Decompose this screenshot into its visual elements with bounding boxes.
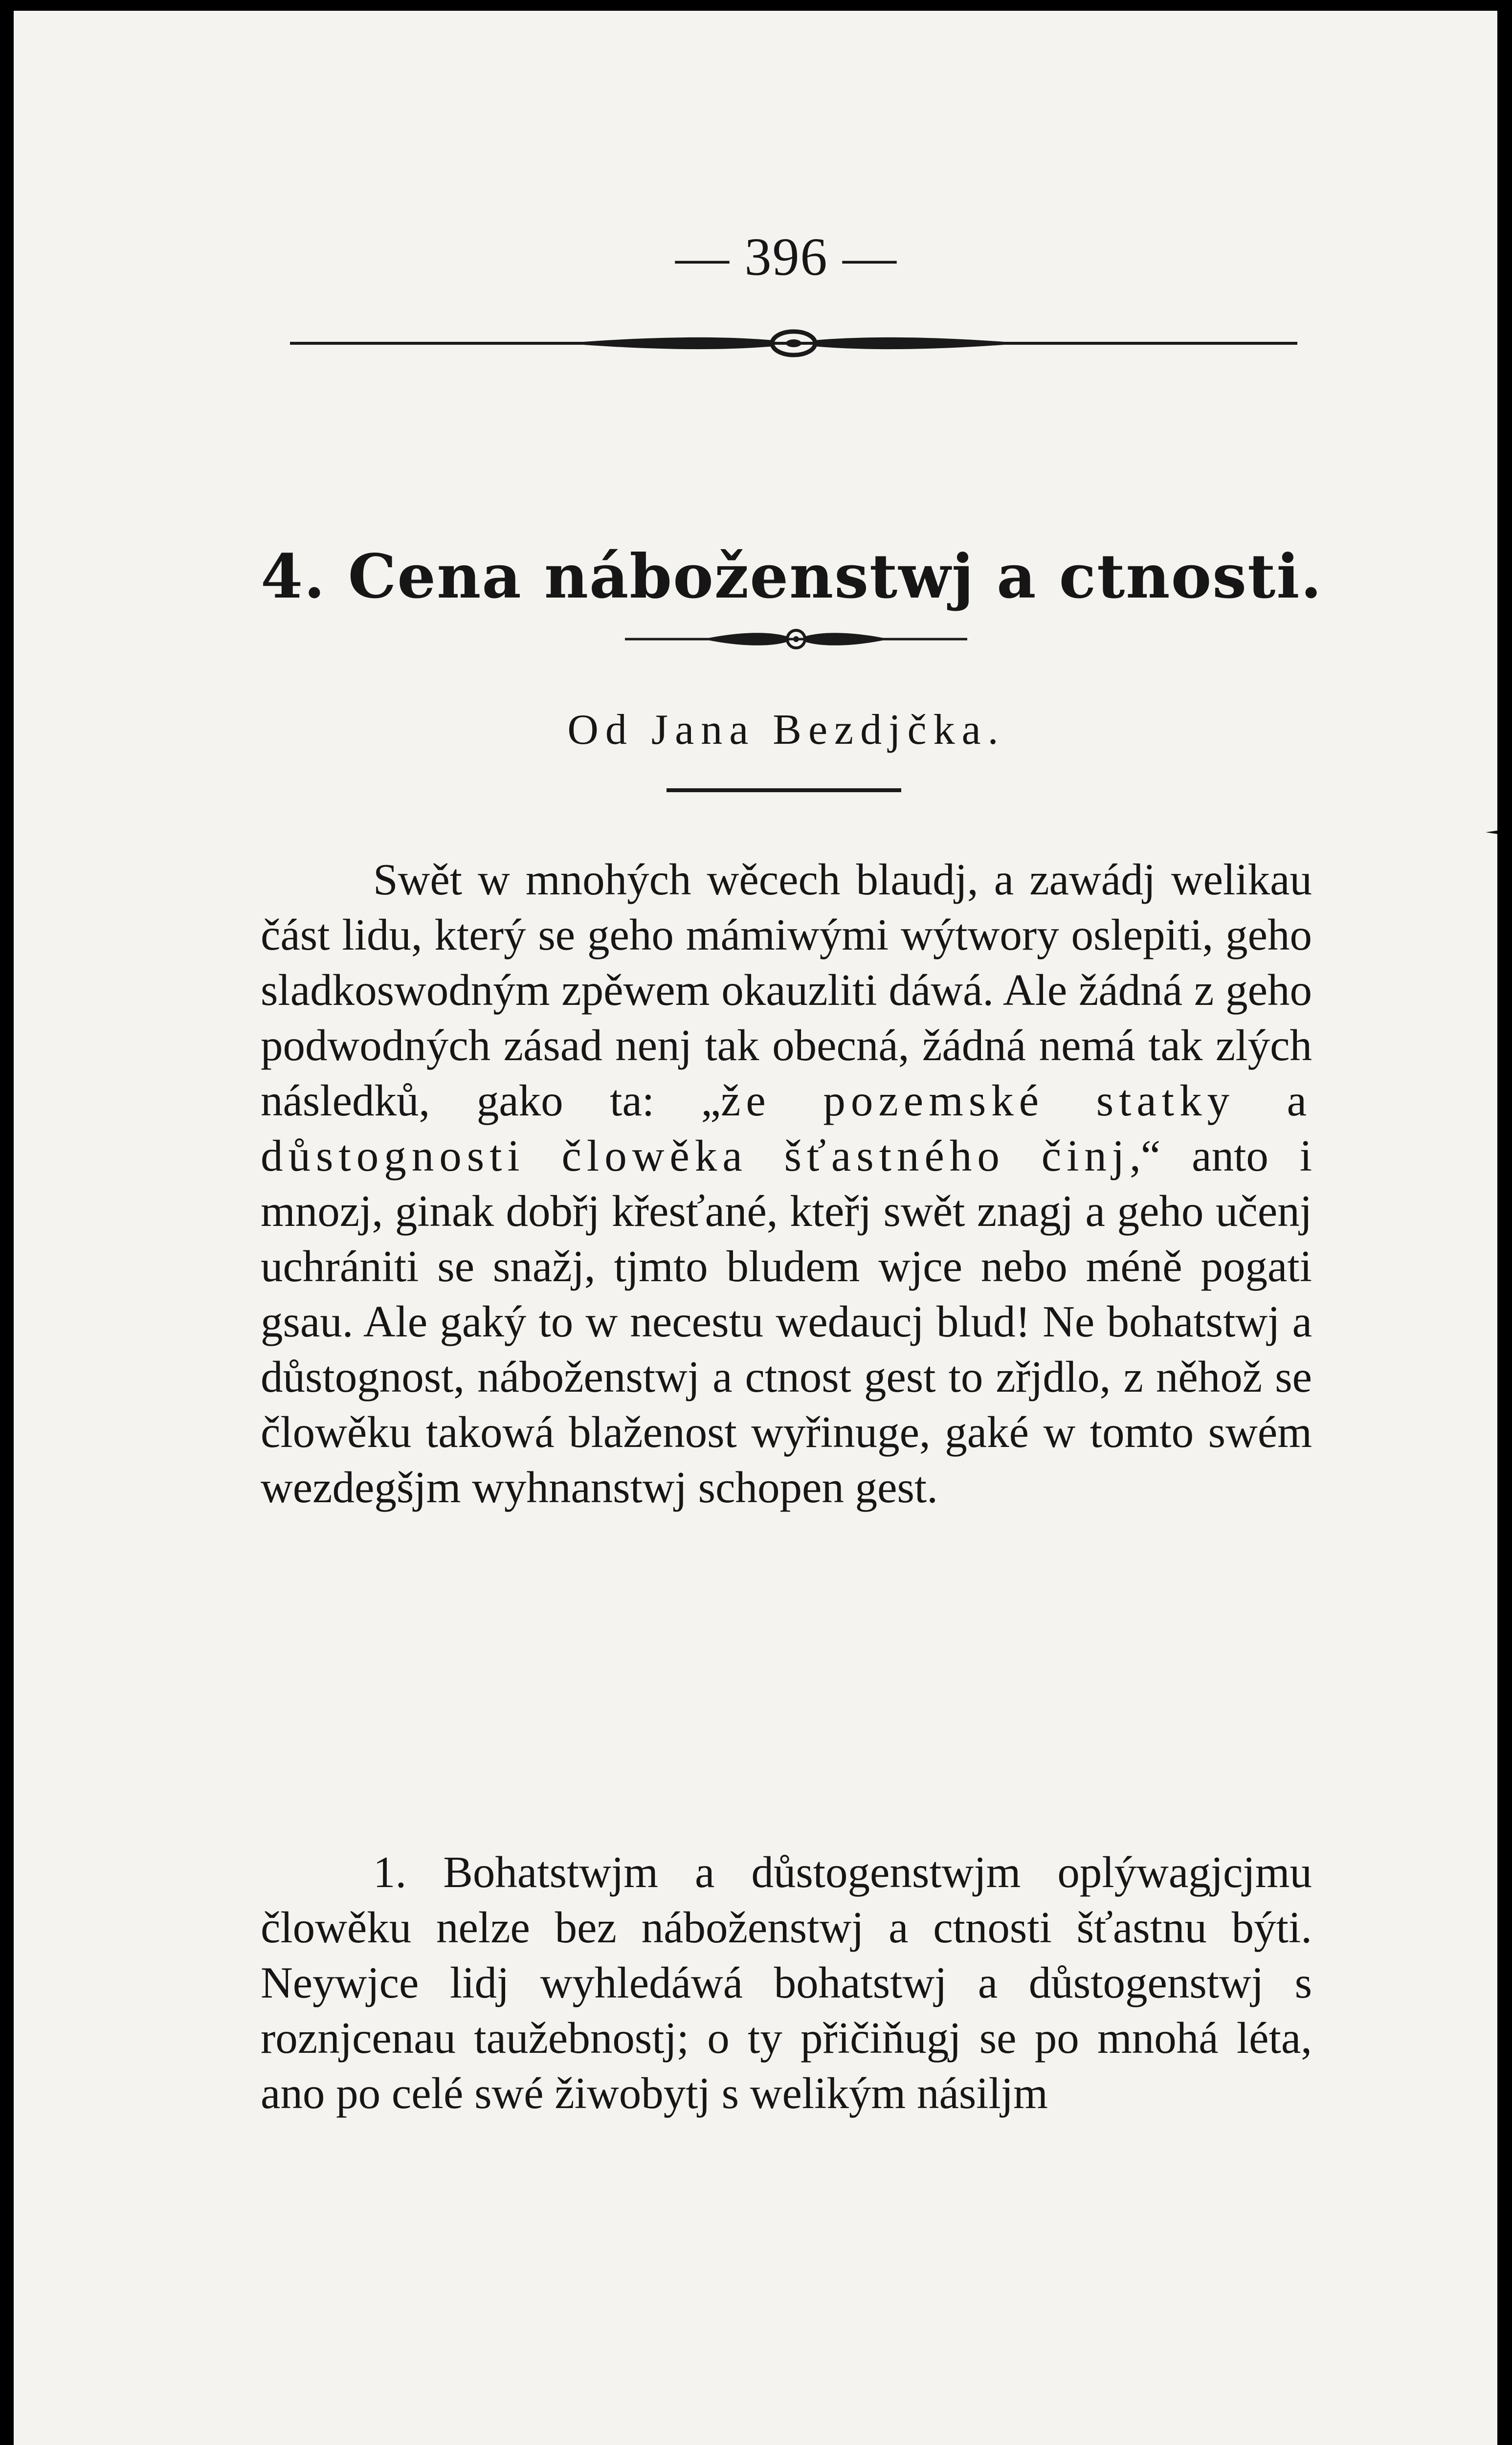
paragraph-intro [261, 852, 1312, 1515]
title-ornament [625, 622, 967, 656]
page-number: — 396 — [675, 227, 897, 287]
paragraph-text: 1. Bohatstwjm a důstogenstwjm oplýwagjcjmu člowěku nelze bez náboženstwj a ctnosti šťastnu býti. Neywjce lidj wyhledáwá bohatstwj a důstogenstwj s roznjcenau taužebnostj; o ty přičiňugj se po mnohá léta, ano po celé swé žiwobytj s welikým násiljm [261, 1847, 1312, 2118]
chapter-title: 4. Cena náboženstwj a ctnosti. [261, 541, 1323, 612]
emphasized-quote: že pozemské statky a důstognosti člowěka šťastného činj [261, 1076, 1312, 1180]
divider [667, 788, 901, 792]
paragraph-text: Swět w mnohých wěcech blaudj, a zawádj welikau část lidu, který se geho mámiwými wýtwory oslepiti, geho sladkoswodným zpěwem okauzliti dáwá. Ale žádná z geho podwodných zásad nenj tak obecná, žádná nemá tak zlých následků, gako ta: „ [261, 855, 1312, 1125]
paragraph-section-1 [261, 1845, 1312, 2121]
ornamental-rule [290, 324, 1297, 363]
book-page [14, 11, 1497, 2445]
paragraph-text-continued: ,“ anto i mnozj, ginak dobřj křesťané, kteřj swět znagj a geho učenj uchrániti se snažj, tjmto bludem wjce nebo méně pogati gsau. Ale gaký to w necestu wedaucj blud! Ne bohatstwj a důstognost, náboženstwj a ctnost gest to zřjdlo, z něhož se člowěku takowá blaženost wyřinuge, gaké w tomto swém wezdegšjm wyhnanstwj schopen gest. [261, 1131, 1312, 1512]
page-edge-mark [1486, 822, 1497, 842]
author-line: Od Jana Bezdjčka. [567, 706, 1005, 754]
